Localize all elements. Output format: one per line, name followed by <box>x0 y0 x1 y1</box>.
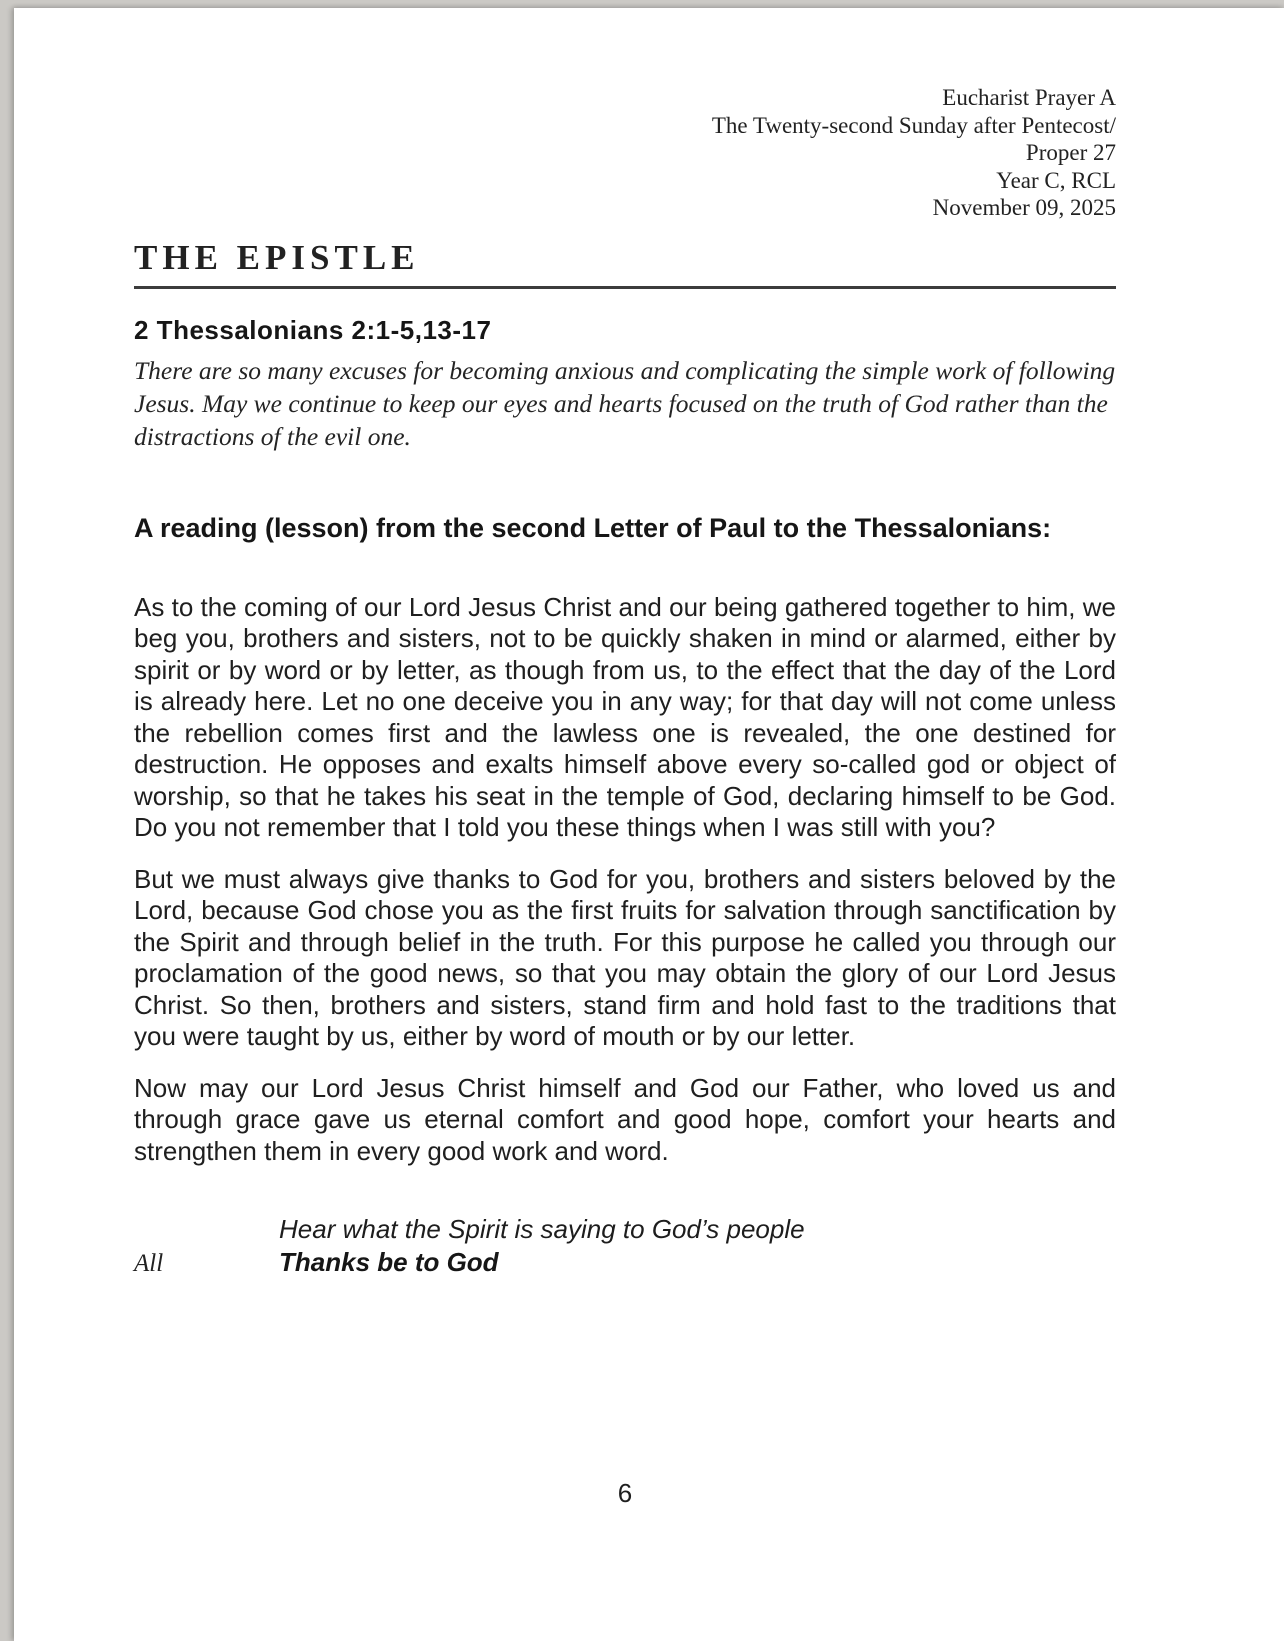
reading-paragraph: Now may our Lord Jesus Christ himself and God our Father, who loved us and through grace gave us eternal comfort and good hope, comfort your hearts and strengthen them in every good work and word. <box>134 1072 1116 1166</box>
service-header <box>134 84 1116 222</box>
section-rule <box>134 286 1116 289</box>
reading-announcement: A reading (lesson) from the second Letter of Paul to the Thessalonians: <box>134 512 1052 543</box>
header-line-sunday: The Twenty-second Sunday after Pentecost/ <box>711 112 1116 138</box>
header-line-proper: Proper 27 <box>1025 140 1116 165</box>
header-line-date: November 09, 2025 <box>932 195 1116 220</box>
response-block <box>134 1213 1116 1280</box>
reading-paragraph: As to the coming of our Lord Jesus Christ and our being gathered together to him, we beg you, brothers and sisters, not to be quickly shaken in mind or alarmed, either by spirit or by word or by letter, as though from us, to the effect that the day of the Lord is already here. Let no one deceive you in any way; for that day will not come unless the rebellion comes first and the lawless one is revealed, the one destined for destruction. He opposes and exalts himself above every so-called god or object of worship, so that he takes his seat in the temple of God, declaring himself to be God. Do you not remember that I told you these things when I was still with you? <box>134 591 1116 842</box>
all-label: All <box>134 1250 164 1277</box>
versicle-row <box>134 1213 1116 1246</box>
page-number: 6 <box>617 1478 633 1508</box>
section-title: THE EPISTLE <box>134 237 420 277</box>
document-page <box>14 8 1284 1641</box>
response-row <box>134 1246 1116 1280</box>
header-line-year: Year C, RCL <box>996 167 1116 193</box>
all-response: Thanks be to God <box>279 1247 499 1277</box>
page-content <box>14 8 1116 1509</box>
reading-intro: There are so many excuses for becoming anxious and complicating the simple work of following Jesus. May we continue to keep our eyes and hearts focused on the truth of God rather than the distractions of the evil one. <box>134 355 1116 451</box>
reading-citation: 2 Thessalonians 2:1-5,13-17 <box>134 314 492 345</box>
header-line-prayer: Eucharist Prayer A <box>942 85 1116 110</box>
reading-paragraph: But we must always give thanks to God for you, brothers and sisters beloved by the Lord, because God chose you as the first fruits for salvation through sanctification by the Spirit and through belief in the truth. For this purpose he called you through our proclamation of the good news, so that you may obtain the glory of our Lord Jesus Christ. So then, brothers and sisters, stand firm and hold fast to the traditions that you were taught by us, either by word of mouth or by our letter. <box>134 863 1116 1051</box>
versicle-line: Hear what the Spirit is saying to God’s people <box>279 1214 805 1244</box>
